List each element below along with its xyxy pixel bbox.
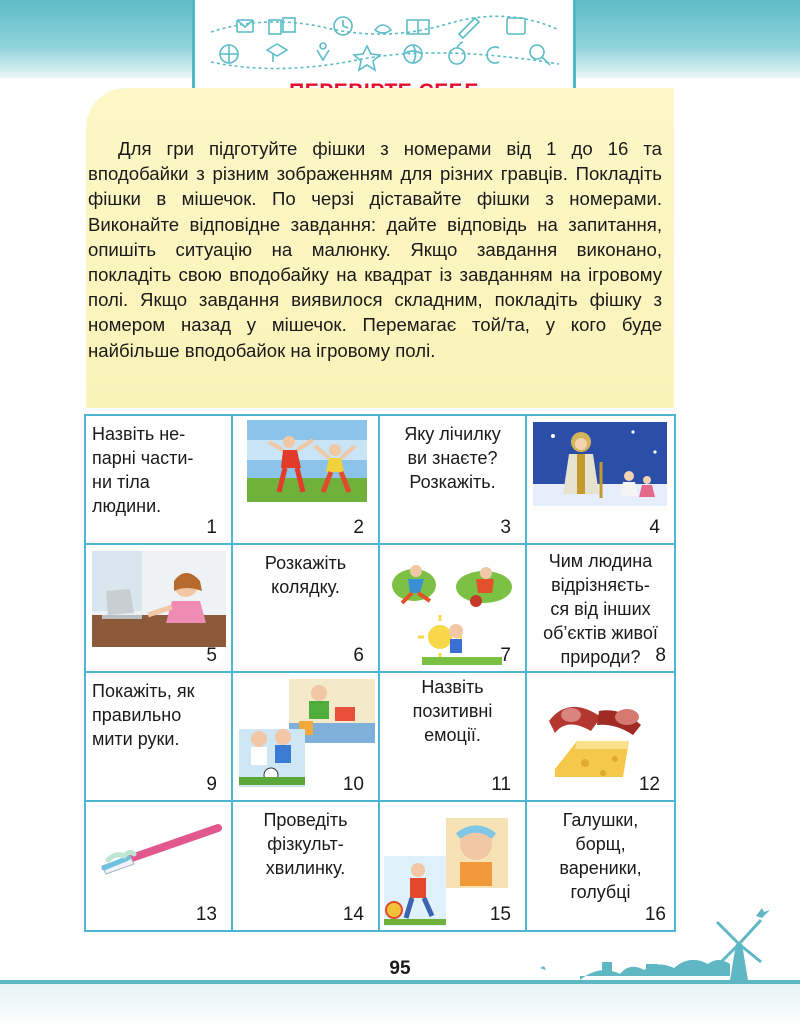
cell-number: 3	[500, 516, 511, 538]
cell-number: 8	[655, 645, 666, 666]
task-text: Проведіть фізкульт- хвилинку.	[263, 809, 348, 878]
task-text: Назвіть позитивні емоції.	[412, 677, 493, 745]
board-cell-6[interactable]	[233, 545, 380, 674]
board-cell-5[interactable]	[86, 545, 233, 674]
cell-number: 15	[489, 904, 511, 925]
cell-number: 12	[638, 773, 660, 795]
bottom-band	[0, 984, 800, 1029]
board-cell-1[interactable]	[86, 416, 233, 545]
cell-number: 4	[649, 516, 660, 538]
girl-at-laptop-photo	[92, 551, 226, 647]
task-text: Назвіть не- парні части- ни тіла людини.	[92, 424, 194, 516]
sausage-and-cheese-photo	[541, 681, 651, 791]
task-text: Яку лічилку ви знаєте? Розкажіть.	[404, 424, 501, 492]
board-cell-15[interactable]	[380, 802, 527, 931]
board-cell-9[interactable]	[86, 673, 233, 802]
board-cell-8[interactable]	[527, 545, 674, 674]
board-cell-7[interactable]	[380, 545, 527, 674]
task-text: Чим людина відрізняєть- ся від інших об’єктів живої природи?	[543, 550, 658, 667]
cell-number: 10	[342, 773, 364, 795]
board-cell-12[interactable]	[527, 673, 674, 802]
cell-number: 14	[342, 904, 364, 925]
cell-number: 6	[353, 645, 364, 666]
children-doing-exercises-photo	[247, 420, 367, 502]
board-cell-2[interactable]	[233, 416, 380, 545]
cell-number: 1	[206, 516, 217, 538]
saint-nicholas-with-angels-picture	[533, 422, 667, 506]
board-cell-10[interactable]	[233, 673, 380, 802]
cell-number: 7	[500, 645, 511, 666]
task-text: Розкажіть колядку.	[264, 552, 347, 597]
task-text: Покажіть, як правильно мити руки.	[92, 681, 195, 749]
cell-number: 11	[491, 773, 511, 795]
board-cell-14[interactable]	[233, 802, 380, 931]
boys-playing-football-and-toys-illustration	[239, 677, 377, 787]
page-number: 95	[389, 958, 411, 979]
game-instructions: Для гри підготуйте фішки з номерами від 1 до 16 та вподобайки з різним зображенням для різних гравців. Покладіть фішки в мішечок. По черзі діставайте фішки з номерами. Виконайте відповідне завдання: дайте відповідь на запитання, опишіть ситуацію на малюнку. Якщо завдання виконано, покладіть свою вподобайку на квадрат із завданням на ігровому полі. Якщо завдання виявилося складним, покладіть фішку з номером назад у мішечок. Перемагає той/та, у кого буде найбільше вподобайок на ігровому полі.	[88, 138, 662, 361]
cell-number: 9	[206, 773, 217, 795]
cell-number: 16	[644, 904, 666, 925]
board-cell-13[interactable]	[86, 802, 233, 931]
school-doodles-icon	[207, 10, 563, 80]
cell-number: 13	[195, 904, 217, 925]
game-board	[84, 414, 676, 932]
cell-number: 2	[353, 516, 364, 538]
toothbrush-with-paste-illustration	[96, 816, 224, 876]
task-text: Галушки, борщ, вареники, голубці	[559, 809, 642, 902]
board-cell-4[interactable]	[527, 416, 674, 545]
board-cell-11[interactable]	[380, 673, 527, 802]
board-cell-3[interactable]	[380, 416, 527, 545]
cell-number: 5	[206, 645, 217, 666]
